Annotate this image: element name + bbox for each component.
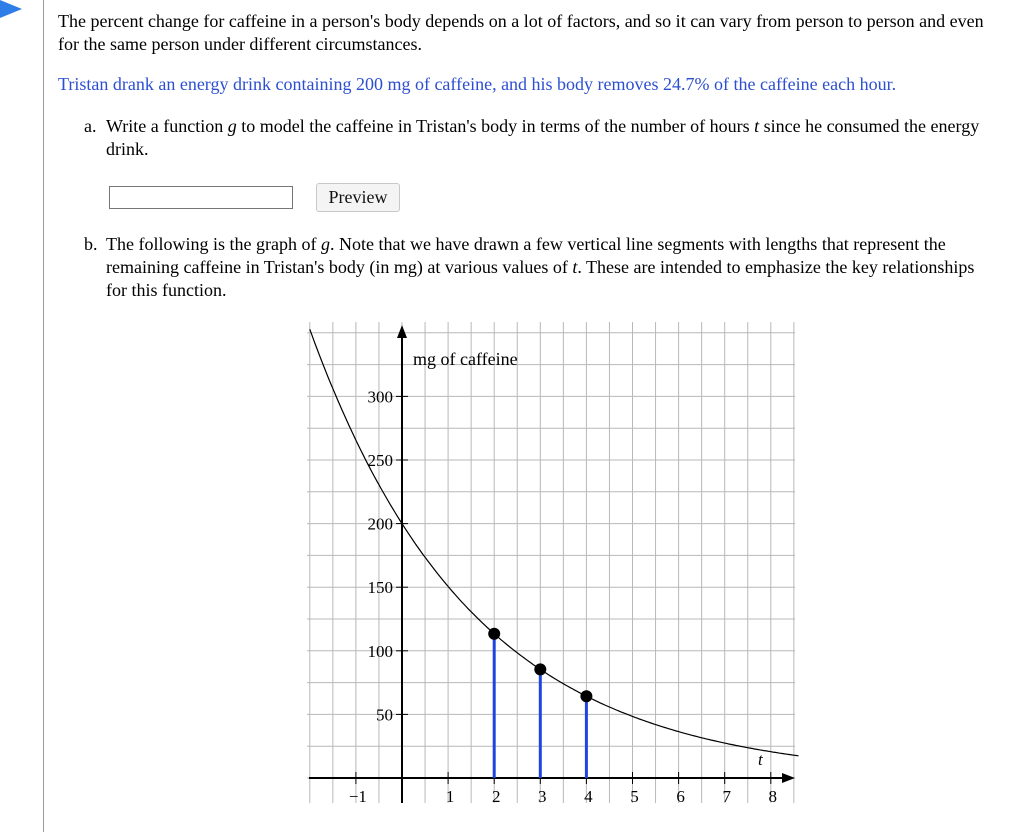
y-tick-label: 200 [367,514,393,534]
x-axis-arrow [782,773,795,783]
part-a-label: a. [84,116,97,136]
part-a-text: Write a function g to model the caffeine in Tristan's body in terms of the number of hours t since he consumed the energy drink. [106,116,980,159]
y-tick-label: 100 [367,641,393,661]
y-tick-label: 50 [376,705,393,725]
question-panel [43,0,1024,832]
x-tick-label: 6 [676,787,685,806]
x-tick-label: 8 [768,787,778,806]
y-tick-label: 250 [367,451,393,470]
y-tick-label: 150 [367,578,393,598]
data-point [488,628,500,640]
x-axis-label: t [758,750,763,769]
scenario-text: Tristan drank an energy drink containing 200 mg of caffeine, and his body removes 24.7% of the caffeine each hour. [58,74,897,94]
data-point [580,690,592,702]
y-tick-label: 300 [367,387,393,407]
caffeine-graph [44,0,1024,832]
y-axis-arrow [397,325,407,338]
collapse-arrow-icon[interactable] [0,0,22,18]
x-tick-label: 1 [445,787,455,806]
x-tick-label: 7 [722,787,731,806]
x-tick-label: 3 [538,787,547,806]
x-tick-label: 2 [491,787,501,806]
part-b-text: The following is the graph of g. Note that we have drawn a few vertical line segments with lengths that represent the remaining caffeine in Tristan's body (in mg) at various values of t. These are intended to emphasize the key relationships for this function. [106,234,975,300]
y-axis-label: mg of caffeine [413,349,518,369]
x-tick-label: 5 [630,787,639,806]
intro-text: The percent change for caffeine in a person's body depends on a lot of factors, and so it can vary from person to person and even for the same person under different circumstances. [58,11,984,54]
data-point [534,663,546,675]
preview-button[interactable]: Preview [316,183,400,212]
x-tick-label: 4 [584,787,593,806]
x-tick-label: −1 [348,787,367,806]
part-b-label: b. [84,234,98,254]
